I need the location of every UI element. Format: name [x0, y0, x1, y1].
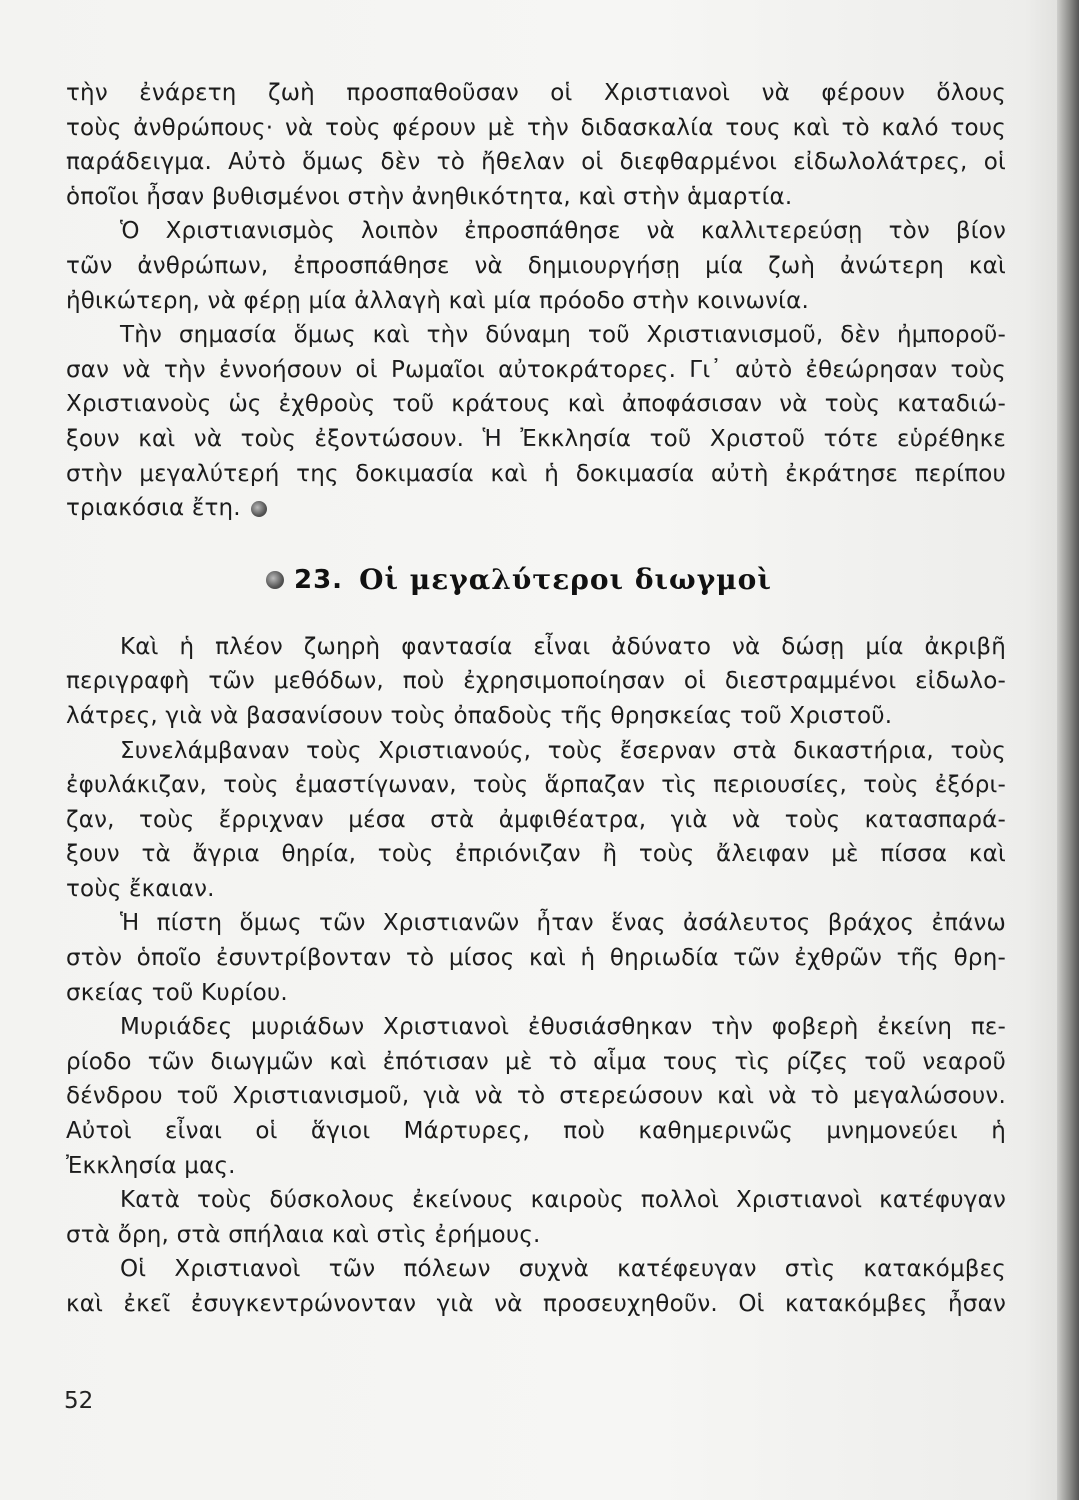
- text-line: ξουν τὰ ἄγρια θηρία, τοὺς ἐπριόνιζαν ἢ τοὺς ἄλειφαν μὲ πίσσα καὶ: [66, 841, 1006, 868]
- ink-dot-icon: [251, 501, 267, 517]
- text-line: ὁποῖοι ἦσαν βυθισμένοι στὴν ἀνηθικότητα, καὶ στὴν ἁμαρτία.: [66, 183, 793, 210]
- text-line: τῶν ἀνθρώπων, ἐπροσπάθησε νὰ δημιουργήσῃ μία ζωὴ ἀνώτερη καὶ: [66, 252, 1006, 279]
- ink-dot-icon: [266, 571, 284, 589]
- text-line: Χριστιανοὺς ὡς ἐχθροὺς τοῦ κράτους καὶ ἀποφάσισαν νὰ τοὺς καταδιώ-: [66, 391, 1006, 418]
- text-line: δένδρου τοῦ Χριστιανισμοῦ, γιὰ νὰ τὸ στερεώσουν καὶ νὰ τὸ μεγαλώσουν.: [66, 1083, 1006, 1110]
- text-line: στὴν μεγαλύτερή της δοκιμασία καὶ ἡ δοκιμασία αὐτὴ ἐκράτησε περίπου: [66, 460, 1006, 487]
- text-line: Τὴν σημασία ὅμως καὶ τὴν δύναμη τοῦ Χριστιανισμοῦ, δὲν ἠμποροῦ-: [120, 322, 1006, 349]
- text-line: στὰ ὄρη, στὰ σπήλαια καὶ στὶς ἐρήμους.: [66, 1221, 541, 1248]
- text-line: τοὺς ἔκαιαν.: [66, 875, 215, 902]
- text-line: Οἱ Χριστιανοὶ τῶν πόλεων συχνὰ κατέφευγαν στὶς κατακόμβες: [120, 1256, 1006, 1283]
- text-line: ξουν καὶ νὰ τοὺς ἐξοντώσουν. Ἡ Ἐκκλησία τοῦ Χριστοῦ τότε εὑρέθηκε: [66, 425, 1006, 452]
- text-line: Ἡ πίστη ὅμως τῶν Χριστιανῶν ἦταν ἕνας ἀσάλευτος βράχος ἐπάνω: [120, 910, 1006, 937]
- text-line: Ὁ Χριστιανισμὸς λοιπὸν ἐπροσπάθησε νὰ καλλιτερεύσῃ τὸν βίον: [120, 218, 1006, 245]
- section-title: Οἱ μεγαλύτεροι διωγμοὶ: [359, 563, 772, 597]
- text-line: Καὶ ἡ πλέον ζωηρὴ φαντασία εἶναι ἀδύνατο νὰ δώσῃ μία ἀκριβῆ: [120, 633, 1006, 660]
- text-line: παράδειγμα. Αὐτὸ ὅμως δὲν τὸ ἤθελαν οἱ διεφθαρμένοι εἰδωλολάτρες, οἱ: [66, 149, 1006, 176]
- page-number: 52: [64, 1388, 94, 1414]
- text-line: λάτρες, γιὰ νὰ βασανίσουν τοὺς ὀπαδοὺς τῆς θρησκείας τοῦ Χριστοῦ.: [66, 702, 893, 729]
- section-number: 23.: [294, 564, 344, 595]
- text-line: Ἐκκλησία μας.: [66, 1152, 236, 1179]
- text-line: ἐφυλάκιζαν, τοὺς ἐμαστίγωναν, τοὺς ἅρπαζαν τὶς περιουσίες, τοὺς ἐξόρι-: [66, 772, 1006, 799]
- text-line: καὶ ἐκεῖ ἐσυγκεντρώνονταν γιὰ νὰ προσευχηθοῦν. Οἱ κατακόμβες ἦσαν: [66, 1291, 1006, 1317]
- page-text: [66, 76, 1006, 1322]
- text-line: ρίοδο τῶν διωγμῶν καὶ ἐπότισαν μὲ τὸ αἷμα τους τὶς ρίζες τοῦ νεαροῦ: [66, 1048, 1006, 1075]
- text-line: Συνελάμβαναν τοὺς Χριστιανούς, τοὺς ἔσερναν στὰ δικαστήρια, τοὺς: [120, 737, 1006, 764]
- text-line: τριακόσια ἔτη.: [66, 495, 241, 522]
- text-line: ζαν, τοὺς ἔρριχναν μέσα στὰ ἀμφιθέατρα, γιὰ νὰ τοὺς κατασπαρά-: [66, 806, 1006, 833]
- text-line: ἠθικώτερη, νὰ φέρῃ μία ἀλλαγὴ καὶ μία πρόοδο στὴν κοινωνία.: [66, 287, 809, 314]
- text-line: σκείας τοῦ Κυρίου.: [66, 979, 288, 1006]
- book-spine-shadow: [1057, 0, 1079, 1500]
- text-line: περιγραφὴ τῶν μεθόδων, ποὺ ἐχρησιμοποίησαν οἱ διεστραμμένοι εἰδωλο-: [66, 668, 1006, 695]
- text-line: σαν νὰ τὴν ἐννοήσουν οἱ Ρωμαῖοι αὐτοκράτορες. Γι᾽ αὐτὸ ἐθεώρησαν τοὺς: [66, 356, 1006, 383]
- section-heading: [66, 530, 1006, 630]
- text-line: τοὺς ἀνθρώπους· νὰ τοὺς φέρουν μὲ τὴν διδασκαλία τους καὶ τὸ καλό τους: [66, 114, 1006, 141]
- text-line: Κατὰ τοὺς δύσκολους ἐκείνους καιροὺς πολλοὶ Χριστιανοὶ κατέφυγαν: [120, 1187, 1006, 1214]
- text-line: τὴν ἐνάρετη ζωὴ προσπαθοῦσαν οἱ Χριστιανοὶ νὰ φέρουν ὅλους: [66, 80, 1006, 106]
- text-line: Μυριάδες μυριάδων Χριστιανοὶ ἐθυσιάσθηκαν τὴν φοβερὴ ἐκείνη πε-: [120, 1014, 1006, 1041]
- text-line: Αὐτοὶ εἶναι οἱ ἅγιοι Μάρτυρες, ποὺ καθημερινῶς μνημονεύει ἡ: [66, 1118, 1006, 1145]
- text-line: στὸν ὁποῖο ἐσυντρίβονταν τὸ μίσος καὶ ἡ θηριωδία τῶν ἐχθρῶν τῆς θρη-: [66, 945, 1006, 972]
- text-line-with-mark: [66, 491, 1006, 526]
